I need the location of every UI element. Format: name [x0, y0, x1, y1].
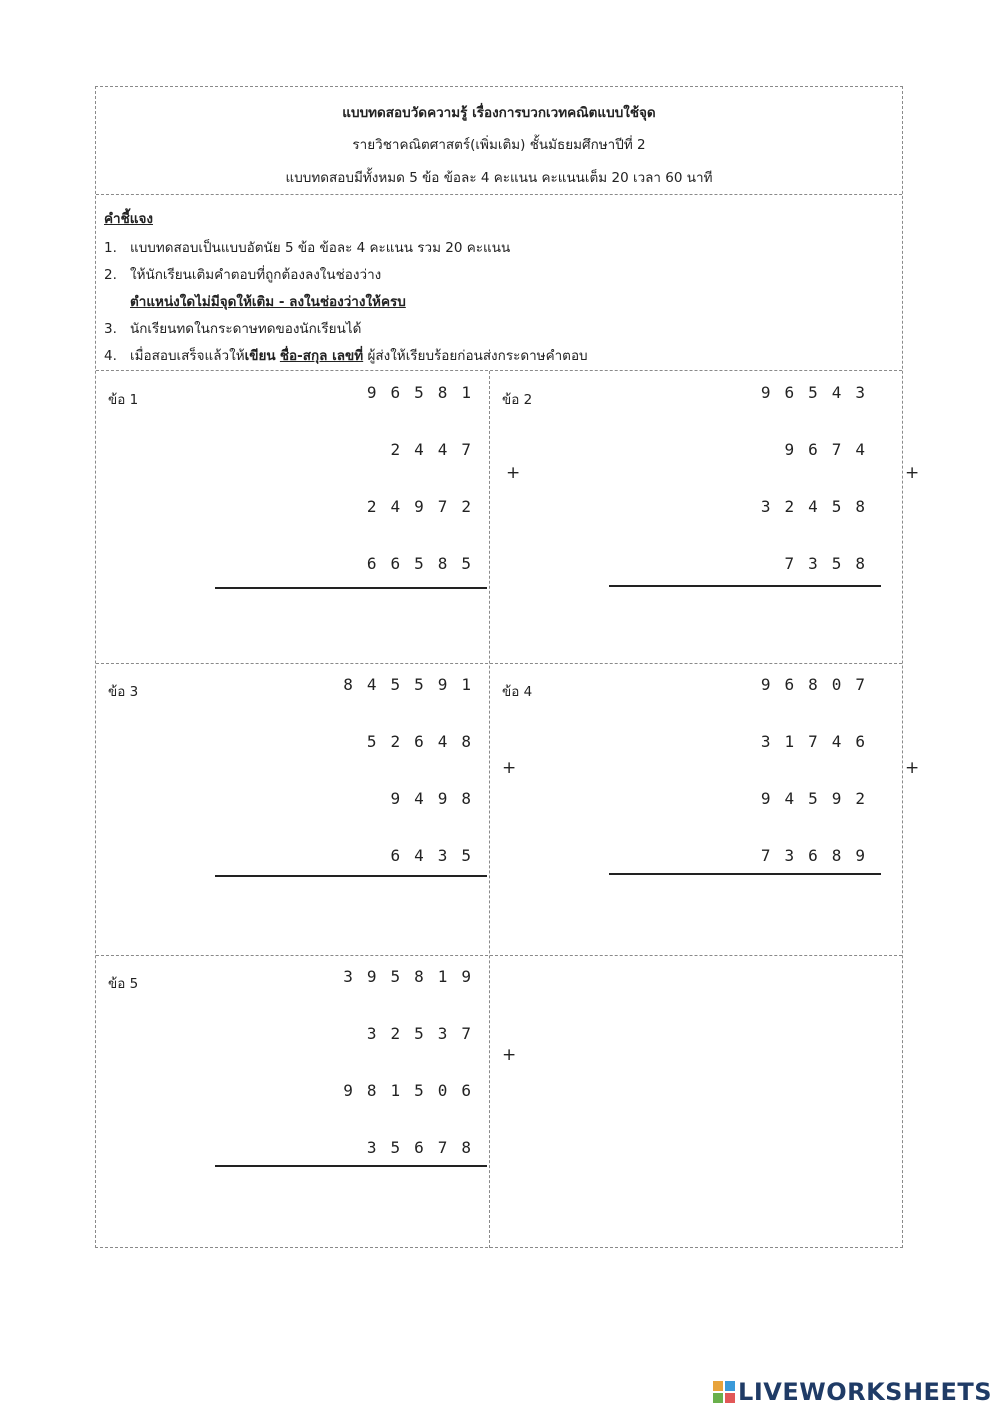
addend-number: 2447 [390, 440, 485, 459]
question-5 [96, 955, 517, 1247]
instruction-item: 4. เมื่อสอบเสร็จแล้วให้เขียน ชื่อ-สกุล เลขที่ ผู้ส่งให้เรียบร้อยก่อนส่งกระดาษคำตอบ [104, 348, 588, 364]
addend-number: 73689 [760, 846, 879, 865]
sum-line [215, 875, 487, 877]
plus-sign: + [502, 1045, 517, 1065]
instructions [96, 195, 902, 371]
addend-number: 96543 [760, 383, 879, 402]
sum-line [609, 873, 881, 875]
question-2 [490, 371, 920, 663]
addend-number: 32537 [366, 1024, 485, 1043]
addend-number: 96581 [366, 383, 485, 402]
addend-number: 32458 [760, 497, 879, 516]
question-4 [490, 663, 920, 955]
instruction-note: ตำแหน่งใดไม่มีจุดให้เติม - ลงในช่องว่างให้ครบ [130, 294, 406, 310]
addend-number: 7358 [784, 554, 879, 573]
test-info-line: แบบทดสอบมีทั้งหมด 5 ข้อ ข้อละ 4 คะแนน คะแนนเต็ม 20 เวลา 60 นาที [285, 170, 713, 186]
addend-number: 35678 [366, 1138, 485, 1157]
instruction-item: 2. ให้นักเรียนเติมคำตอบที่ถูกต้องลงในช่องว่าง [104, 267, 382, 283]
question-label: ข้อ 3 [108, 684, 139, 700]
addend-number: 6435 [390, 846, 485, 865]
addend-number: 94592 [760, 789, 879, 808]
plus-sign: + [905, 463, 920, 483]
worksheet [95, 86, 920, 1248]
addend-number: 9498 [390, 789, 485, 808]
addend-number: 24972 [366, 497, 485, 516]
addend-number: 981506 [343, 1081, 485, 1100]
addend-number: 9674 [784, 440, 879, 459]
plus-sign: + [502, 758, 517, 778]
addend-number: 31746 [760, 732, 879, 751]
instructions-title: คำชี้แจง [104, 211, 153, 227]
sum-line [215, 587, 487, 589]
plus-sign: + [506, 463, 521, 483]
question-label: ข้อ 2 [502, 392, 533, 408]
addend-number: 96807 [760, 675, 879, 694]
addend-number: 52648 [366, 732, 485, 751]
question-label: ข้อ 4 [502, 684, 533, 700]
instruction-item: 3. นักเรียนทดในกระดาษทดของนักเรียนได้ [104, 321, 362, 337]
addend-number: 66585 [366, 554, 485, 573]
liveworksheets-logo: LIVEWORKSHEETS [713, 1378, 992, 1406]
sum-line [609, 585, 881, 587]
liveworksheets-mark-icon [713, 1381, 735, 1403]
plus-sign: + [905, 758, 920, 778]
question-label: ข้อ 1 [108, 392, 139, 408]
subject-line: รายวิชาคณิตศาสตร์(เพิ่มเติม) ชั้นมัธยมศึกษาปีที่ 2 [352, 137, 646, 153]
question-3 [96, 663, 517, 955]
addend-number: 395819 [343, 967, 485, 986]
addend-number: 845591 [343, 675, 485, 694]
instruction-item: 1. แบบทดสอบเป็นแบบอัตนัย 5 ข้อ ข้อละ 4 คะแนน รวม 20 คะแนน [104, 240, 511, 256]
question-label: ข้อ 5 [108, 976, 139, 992]
header [96, 87, 902, 195]
sum-line [215, 1165, 487, 1167]
worksheet-title: แบบทดสอบวัดความรู้ เรื่องการบวกเวทคณิตแบบใช้จุด [342, 105, 656, 121]
